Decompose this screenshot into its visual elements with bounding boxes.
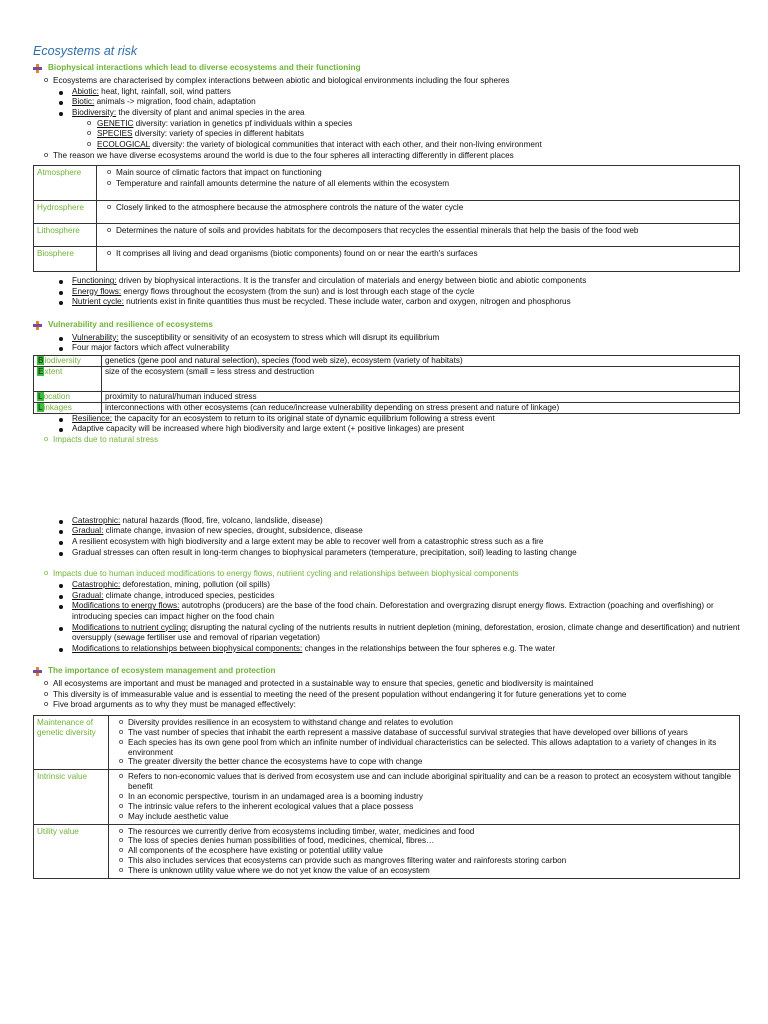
list-item: o Determines the nature of soils and provides habitats for the decomposers that recycles the essential minerals that help the basis of the food web (116, 226, 736, 237)
list-item (72, 526, 742, 537)
section-heading-vulnerability (33, 320, 742, 331)
list-item: o Impacts due to natural stress (53, 435, 742, 446)
list (33, 679, 742, 711)
term: Abiotic: (72, 86, 99, 96)
sphere-desc (97, 224, 740, 247)
list (33, 276, 742, 308)
term: Nutrient cycle: (72, 297, 124, 307)
factor-rest: xtent (44, 366, 63, 376)
list (33, 333, 742, 354)
list-item (72, 516, 742, 527)
term: Catastrophic: (72, 515, 121, 525)
section-heading-text: Biophysical interactions which lead to diverse ecosystems and their functioning (48, 63, 361, 73)
list-item: o This diversity is of immeasurable value and is essential to meeting the need of the present population without endangering it for future generations yet to come (53, 690, 742, 701)
list-item (72, 591, 742, 602)
list-item: o Impacts due to human induced modifications to energy flows, nutrient cycling and relationships between biophysical components (53, 569, 742, 580)
bullet-icon (33, 64, 42, 73)
term: Gradual: (72, 526, 104, 536)
arguments-table (33, 715, 740, 879)
list-item: o The intrinsic value refers to the inherent ecological values that a place possess (128, 802, 736, 812)
section-heading-text: Vulnerability and resilience of ecosystems (48, 320, 213, 330)
list-item (97, 119, 742, 130)
list-item: o This also includes services that ecosystems can provide such as mangroves filtering water and rainforests storing carbon (128, 856, 736, 866)
factor-initial: B (38, 356, 44, 366)
factor-name (34, 391, 102, 402)
list-item: Adaptive capacity will be increased where high biodiversity and large extent (+ positive linkages) are present (72, 424, 742, 435)
list-item (72, 623, 742, 644)
term: Gradual: (72, 590, 104, 600)
list (33, 435, 742, 446)
table-row (34, 402, 740, 413)
definition: climate change, introduced species, pesticides (103, 590, 275, 600)
definition: the diversity of plant and animal species in the area (116, 107, 305, 117)
list (33, 414, 742, 435)
factor-name (34, 366, 102, 391)
bullet-icon (33, 667, 42, 676)
list-item (72, 297, 742, 308)
factor-rest: ocation (43, 391, 70, 401)
list-item (72, 580, 742, 591)
list-item: o Temperature and rainfall amounts determine the nature of all elements within the ecosystem (116, 179, 736, 190)
table-row (34, 716, 740, 770)
list-item (72, 108, 742, 151)
list-item: o The greater diversity the better chance the ecosystems have to cope with change (128, 757, 736, 767)
list-item: o Each species has its own gene pool from which an infinite number of individual characteristics can be selected. This allows adaptation to a variety of changes in its environment (128, 738, 736, 758)
term: ECOLOGICAL (97, 139, 150, 149)
factor-initial: L (38, 391, 43, 401)
term: Biodiversity: (72, 107, 117, 117)
table-row (34, 166, 740, 201)
table-row (34, 247, 740, 272)
list-item: o Refers to non-economic values that is derived from ecosystem use and can include aboriginal spirituality and can be a reason to protect an ecosystem without tangible benefit (128, 772, 736, 792)
definition: deforestation, mining, pollution (oil spills) (120, 579, 270, 589)
factor-rest: inkages (43, 402, 72, 412)
factor-desc: proximity to natural/human induced stress (102, 391, 740, 402)
table-row (34, 391, 740, 402)
table-row (34, 824, 740, 878)
factor-initial: L (38, 402, 43, 412)
table-row (34, 366, 740, 391)
list-item: o All components of the ecosphere have existing or potential utility value (128, 846, 736, 856)
table-row (34, 201, 740, 224)
list (33, 516, 742, 559)
list-item (97, 129, 742, 140)
list-item: o Five broad arguments as to why they must be managed effectively: (53, 700, 742, 711)
list (33, 580, 742, 655)
list-item: o The reason we have diverse ecosystems around the world is due to the four spheres all interacting differently in different places (53, 151, 742, 162)
factor-rest: iodiversity (44, 356, 81, 366)
argument-desc (109, 716, 740, 770)
definition: driven by biophysical interactions. It is the transfer and circulation of materials and energy between biotic and abiotic components (116, 276, 587, 286)
definition: nutrients exist in finite quantities thus must be recycled. These include water, carbon and oxygen, nitrogen and phosphorus (123, 297, 571, 307)
list-item (97, 140, 742, 151)
list-item: A resilient ecosystem with high biodiversity and a large extent may be able to recover well from a catastrophic stress such as a fire (72, 537, 742, 548)
definition: heat, light, rainfall, soil, wind patters (98, 86, 231, 96)
list-item: o Ecosystems are characterised by complex interactions between abiotic and biological environments including the four spheres (53, 76, 742, 87)
list-item (72, 87, 742, 98)
list-item: o The vast number of species that inhabit the earth represent a massive database of successful survival strategies that have developed over billions of years (128, 728, 736, 738)
blank-space (33, 446, 742, 516)
bullet-icon (33, 321, 42, 330)
definition: natural hazards (flood, fire, volcano, landslide, disease) (120, 515, 323, 525)
section-heading-text: The importance of ecosystem management and protection (48, 666, 276, 676)
sphere-desc (97, 166, 740, 201)
vulnerability-table (33, 355, 740, 414)
term: Modifications to relationships between biophysical components: (72, 643, 303, 653)
argument-desc (109, 824, 740, 878)
list-item: o The loss of species denies human possibilities of food, medicines, chemical, fibres… (128, 836, 736, 846)
list (33, 569, 742, 580)
list-item: o Closely linked to the atmosphere because the atmosphere controls the nature of the water cycle (116, 203, 736, 214)
list-item (72, 276, 742, 287)
list-item: o All ecosystems are important and must be managed and protected in a sustainable way to ensure that species, genetic and biodiversity is maintained (53, 679, 742, 690)
term: Vulnerability: (72, 332, 119, 342)
list-item: o Diversity provides resilience in an ecosystem to withstand change and relates to evolution (128, 718, 736, 728)
list-item: o In an economic perspective, tourism in an undamaged area is a booming industry (128, 792, 736, 802)
definition: diversity: variation in genetics pf individuals within a species (133, 118, 353, 128)
factor-initial: E (38, 366, 44, 376)
list-item: Gradual stresses can often result in long-term changes to biophysical parameters (temperature, precipitation, soil) leading to lasting change (72, 548, 742, 559)
sphere-name: Biosphere (34, 247, 97, 272)
definition: diversity: variety of species in different habitats (132, 129, 304, 139)
list-item: o May include aesthetic value (128, 812, 736, 822)
sphere-name: Lithosphere (34, 224, 97, 247)
list (33, 151, 742, 162)
table-row (34, 224, 740, 247)
term: SPECIES (97, 129, 133, 139)
definition: disrupting the natural cycling of the nutrients results in nutrient depletion (mining, deforestation, erosion, climate change and desertification) and nutrient oversupply (sewage fertiliser use and removal of riparian vegetation) (72, 622, 740, 643)
list (33, 87, 742, 151)
term: GENETIC (97, 118, 134, 128)
factor-name (34, 356, 102, 367)
sub-list (72, 119, 742, 151)
list-item (72, 414, 742, 425)
term: Modifications to nutrient cycling: (72, 622, 189, 632)
factor-desc: interconnections with other ecosystems (can reduce/increase vulnerability depending on stress present and nature of linkage) (102, 402, 740, 413)
definition: the susceptibility or sensitivity of an ecosystem to stress which will disrupt its equilibrium (118, 332, 440, 342)
argument-desc (109, 770, 740, 824)
list-item (72, 601, 742, 622)
definition: autotrophs (producers) are the base of the food chain. Deforestation and overgrazing disrupt energy flows. Extraction (poaching and overfishing) or introducing species can impact higher on the food chain (72, 601, 714, 621)
section-heading-biophysical (33, 63, 742, 74)
definition: diversity: the variety of biological communities that interact with each other, and their non-living environment (149, 139, 542, 149)
term: Resilience: (72, 413, 113, 423)
list-item (72, 287, 742, 298)
sphere-desc (97, 201, 740, 224)
term: Energy flows: (72, 286, 122, 296)
sphere-name: Hydrosphere (34, 201, 97, 224)
spheres-table (33, 165, 740, 272)
definition: energy flows throughout the ecosystem (from the sun) and is lost through each stage of the cycle (121, 286, 475, 296)
factor-desc: size of the ecosystem (small = less stress and destruction (102, 366, 740, 391)
sphere-desc (97, 247, 740, 272)
list-item (72, 644, 742, 655)
list-item: o Main source of climatic factors that impact on functioning (116, 168, 736, 179)
argument-name: Maintenance of genetic diversity (34, 716, 109, 770)
definition: the capacity for an ecosystem to return to its original state of dynamic equilibrium following a stress event (112, 413, 495, 423)
term: Biotic: (72, 97, 95, 107)
page-title: Ecosystems at risk (33, 44, 138, 58)
table-row (34, 770, 740, 824)
list (33, 76, 742, 87)
term: Catastrophic: (72, 579, 121, 589)
term: Functioning: (72, 276, 117, 286)
list-item: Four major factors which affect vulnerability (72, 343, 742, 354)
factor-name (34, 402, 102, 413)
term: Modifications to energy flows: (72, 601, 180, 611)
list-item (72, 333, 742, 344)
list-item: o There is unknown utility value where we do not yet know the value of an ecosystem (128, 866, 736, 876)
list-item (72, 97, 742, 108)
table-row (34, 356, 740, 367)
list-item: o It comprises all living and dead organisms (biotic components) found on or near the earth's surfaces (116, 249, 736, 260)
definition: changes in the relationships between the four spheres e.g. The water (302, 643, 556, 653)
argument-name: Intrinsic value (34, 770, 109, 824)
sphere-name: Atmosphere (34, 166, 97, 201)
factor-desc: genetics (gene pool and natural selection), species (food web size), ecosystem (variety of habitats) (102, 356, 740, 367)
section-heading-management (33, 666, 742, 677)
argument-name: Utility value (34, 824, 109, 878)
list-item: o The resources we currently derive from ecosystems including timber, water, medicines and food (128, 827, 736, 837)
definition: animals -> migration, food chain, adaptation (94, 97, 256, 107)
definition: climate change, invasion of new species, drought, subsidence, disease (103, 526, 363, 536)
